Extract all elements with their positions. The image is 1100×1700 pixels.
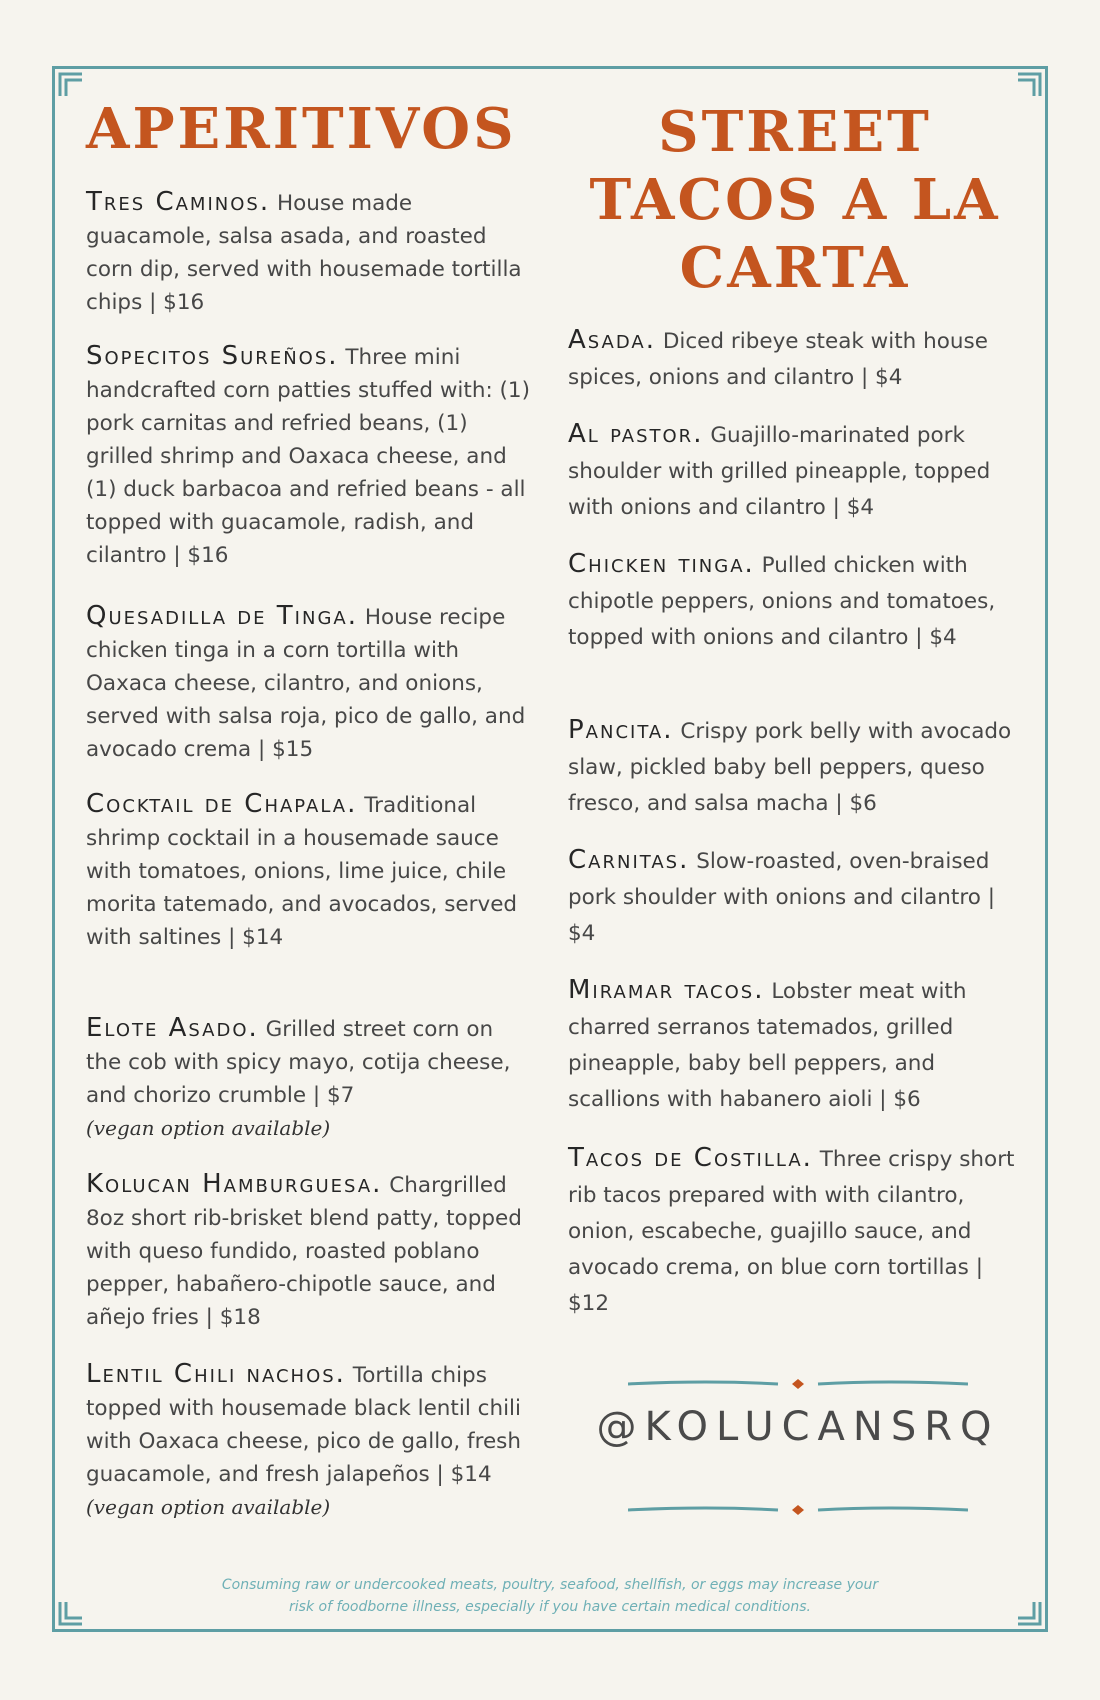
aperitivos-item-2: [86, 340, 532, 572]
taco-item-2: [568, 416, 1028, 526]
taco-item-4: [568, 712, 1028, 822]
item-name: Tres Caminos.: [86, 187, 271, 217]
food-safety-disclaimer: [160, 1574, 940, 1618]
aperitivos-item-1: [86, 186, 532, 319]
item-description: Slow-roasted, oven-braised pork shoulder with onions and cilantro | $4: [568, 849, 995, 946]
vegan-note: (vegan option available): [86, 1495, 331, 1519]
street-tacos-heading: [560, 98, 1030, 302]
corner-ornament-bottom-right: [1016, 1600, 1042, 1626]
item-description: Pulled chicken with chipotle peppers, onions and tomatoes, topped with onions and cilantro | $4: [568, 553, 996, 650]
taco-item-3: [568, 546, 1028, 656]
item-description: Three mini handcrafted corn patties stuffed with: (1) pork carnitas and refried beans, (1) grilled shrimp and Oaxaca cheese, and (1) duck barbacoa and refried beans - all topped with guacamole, radish, and cilantro | $16: [86, 345, 530, 568]
item-description: Traditional shrimp cocktail in a housemade sauce with tomatoes, onions, lime juice, chile morita tatemado, and avocados, served with saltines | $14: [86, 793, 518, 950]
aperitivos-item-6: [86, 1168, 532, 1334]
item-name: Carnitas.: [568, 845, 690, 875]
item-description: Three crispy short rib tacos prepared with with cilantro, onion, escabeche, guajillo sauce, and avocado crema, on blue corn tortillas | $12: [568, 1147, 1015, 1316]
street-tacos-heading-line-3: CARTA: [679, 235, 911, 301]
aperitivos-item-7: [86, 1358, 532, 1524]
item-description: Lobster meat with charred serranos tatemados, grilled pineapple, baby bell peppers, and scallions with habanero aioli | $6: [568, 979, 967, 1112]
item-name: Lentil Chili nachos.: [86, 1359, 346, 1389]
item-name: Miramar tacos.: [568, 975, 765, 1005]
item-name: Al pastor.: [568, 419, 704, 449]
aperitivos-heading: APERITIVOS: [86, 96, 517, 162]
item-description: Crispy pork belly with avocado slaw, pickled baby bell peppers, queso fresco, and salsa macha | $6: [568, 719, 1012, 816]
item-description: House recipe chicken tinga in a corn tortilla with Oaxaca cheese, cilantro, and onions, served with salsa roja, pico de gallo, and avocado crema | $15: [86, 605, 526, 762]
item-description: Diced ribeye steak with house spices, onions and cilantro | $4: [568, 329, 988, 390]
ornament-divider-bottom: [628, 1504, 968, 1516]
item-description: Grilled street corn on the cob with spicy mayo, cotija cheese, and chorizo crumble | $7: [86, 1017, 511, 1108]
disclaimer-line-2: risk of foodborne illness, especially if you have certain medical conditions.: [289, 1599, 811, 1615]
taco-item-5: [568, 842, 1028, 952]
taco-item-7: [568, 1140, 1028, 1322]
street-tacos-heading-line-1: STREET: [658, 99, 932, 165]
item-name: Tacos de Costilla.: [568, 1143, 813, 1173]
item-name: Sopecitos Sureños.: [86, 341, 339, 371]
item-description: Tortilla chips topped with housemade black lentil chili with Oaxaca cheese, pico de gallo, fresh guacamole, and fresh jalapeños | $14: [86, 1363, 522, 1487]
item-name: Elote Asado.: [86, 1013, 259, 1043]
item-name: Cocktail de Chapala.: [86, 789, 358, 819]
item-description: House made guacamole, salsa asada, and roasted corn dip, served with housemade tortilla chips | $16: [86, 191, 522, 315]
taco-item-6: [568, 972, 1028, 1118]
corner-ornament-bottom-left: [58, 1600, 84, 1626]
vegan-note: (vegan option available): [86, 1116, 331, 1140]
street-tacos-heading-line-2: TACOS A LA: [589, 167, 1001, 233]
disclaimer-line-1: Consuming raw or undercooked meats, poultry, seafood, shellfish, or eggs may increase your: [221, 1577, 879, 1593]
taco-item-1: [568, 322, 1028, 396]
corner-ornament-top-left: [58, 72, 84, 98]
item-name: Chicken tinga.: [568, 549, 755, 579]
ornament-divider-top: [628, 1378, 968, 1390]
item-description: Guajillo-marinated pork shoulder with grilled pineapple, topped with onions and cilantro | $4: [568, 423, 991, 520]
item-name: Kolucan Hamburguesa.: [86, 1169, 383, 1199]
item-name: Pancita.: [568, 715, 674, 745]
item-name: Asada.: [568, 325, 656, 355]
corner-ornament-top-right: [1016, 72, 1042, 98]
item-description: Chargrilled 8oz short rib-brisket blend patty, topped with queso fundido, roasted poblano pepper, habañero-chipotle sauce, and añejo fries | $18: [86, 1173, 522, 1330]
aperitivos-item-3: [86, 600, 532, 766]
aperitivos-item-4: [86, 788, 532, 954]
item-name: Quesadilla de Tinga.: [86, 601, 358, 631]
social-handle: @KOLUCANSRQ: [596, 1404, 1000, 1450]
aperitivos-item-5: [86, 1012, 532, 1145]
